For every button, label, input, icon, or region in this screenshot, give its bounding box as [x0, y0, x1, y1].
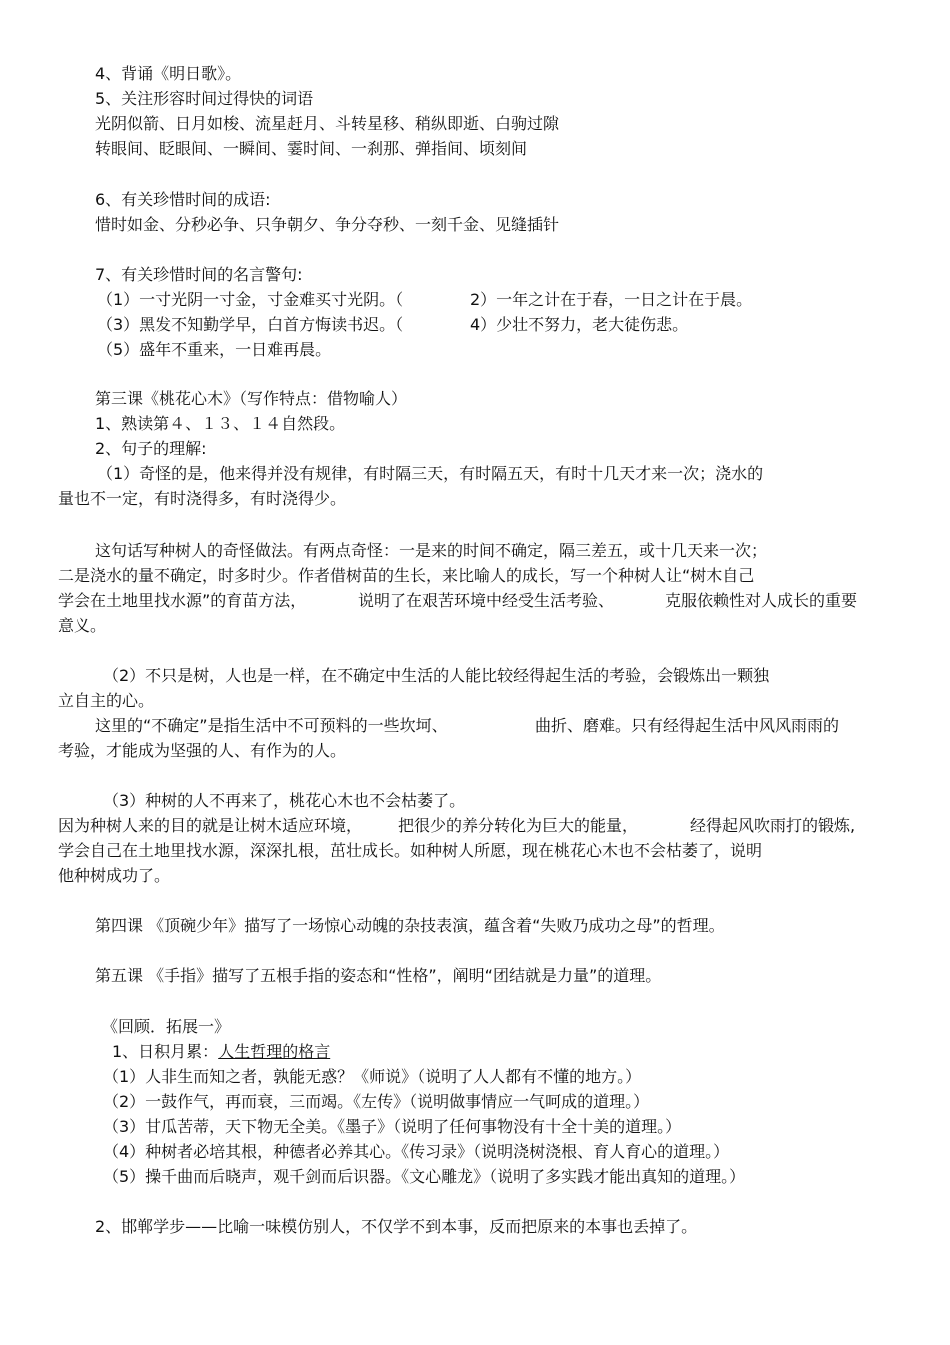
explanation-1-line-3c: 克服依赖性对人成长的重要: [665, 591, 858, 610]
item-6-line-1: 惜时如金、分秒必争、只争朝夕、争分夺秒、一刻千金、见缝插针: [95, 215, 560, 234]
item-5-line-2: 转眼间、眨眼间、一瞬间、霎时间、一刹那、弹指间、顷刻间: [95, 139, 528, 158]
maxim-1: （1）人非生而知之者，孰能无惑？《师说》（说明了人人都有不懂的地方。）: [103, 1067, 642, 1086]
review-title: 《回顾．拓展一》: [102, 1017, 231, 1036]
sentence-3-line-1: （3）种树的人不再来了，桃花心木也不会枯萎了。: [103, 791, 466, 810]
item-7-title: 7、有关珍惜时间的名言警句:: [95, 265, 303, 284]
explanation-2-line-1a: 这里的“不确定”是指生活中不可预料的一些坎坷、: [95, 716, 448, 735]
review-item-1-topic: 人生哲理的格言: [218, 1042, 331, 1061]
item-4: 4、背诵《明日歌》。: [95, 64, 242, 83]
explanation-1-line-3b: 说明了在艰苦环境中经受生活考验、: [358, 591, 615, 610]
explanation-1-line-2: 二是浇水的量不确定，时多时少。作者借树苗的生长，来比喻人的成长，写一个种树人让“树木自己: [58, 566, 755, 585]
lesson-5: 第五课 《手指》描写了五根手指的姿态和“性格”，阐明“团结就是力量”的道理。: [95, 966, 662, 985]
explanation-3-line-2: 学会自己在土地里找水源，深深扎根，茁壮成长。如种树人所愿，现在桃花心木也不会枯萎了，说明: [58, 841, 763, 860]
quote-1: （1）一寸光阴一寸金，寸金难买寸光阴。（: [97, 290, 404, 309]
item-6-title: 6、有关珍惜时间的成语:: [95, 190, 271, 209]
review-item-1: [112, 1039, 330, 1064]
maxim-4: （4）种树者必培其根，种德者必养其心。《传习录》（说明浇树浇根、育人育心的道理。）: [103, 1142, 730, 1161]
sentence-2-line-2: 立自主的心。: [58, 691, 155, 710]
maxim-5: （5）操千曲而后晓声，观千剑而后识器。《文心雕龙》（说明了多实践才能出真知的道理。）: [103, 1167, 746, 1186]
explanation-1-line-3a: 学会在土地里找水源”的育苗方法，: [58, 591, 307, 610]
sentence-2-line-1: （2）不只是树，人也是一样，在不确定中生活的人能比较经得起生活的考验，会锻炼出一颗独: [103, 666, 770, 685]
explanation-1-line-1: 这句话写种树人的奇怪做法。有两点奇怪：一是来的时间不确定，隔三差五，或十几天来一次；: [95, 541, 768, 560]
item-5-line-1: 光阴似箭、日月如梭、流星赶月、斗转星移、稍纵即逝、白驹过隙: [95, 114, 560, 133]
quote-3: （3）黑发不知勤学早，白首方悔读书迟。（: [97, 315, 404, 334]
maxim-2: （2）一鼓作气，再而衰，三而竭。《左传》（说明做事情应一气呵成的道理。）: [103, 1092, 650, 1111]
quote-4: 4）少壮不努力，老大徒伤悲。: [470, 315, 689, 334]
explanation-2-line-2: 考验，才能成为坚强的人、有作为的人。: [58, 741, 347, 760]
sentence-1-line-1: （1）奇怪的是，他来得并没有规律，有时隔三天，有时隔五天，有时十几天才来一次；浇水的: [97, 464, 764, 483]
lesson-3-item-1: 1、熟读第４、１３、１４自然段。: [95, 414, 346, 433]
quote-2: 2）一年之计在于春，一日之计在于晨。: [470, 290, 753, 309]
explanation-2-line-1b: 曲折、磨难。只有经得起生活中风风雨雨的: [535, 716, 840, 735]
review-item-2: 2、邯郸学步——比喻一味模仿别人，不仅学不到本事，反而把原来的本事也丢掉了。: [95, 1217, 698, 1236]
explanation-3-line-1a: 因为种树人来的目的就是让树木适应环境，: [58, 816, 363, 835]
explanation-3-line-3: 他种树成功了。: [58, 866, 171, 885]
quote-5: （5）盛年不重来，一日难再晨。: [97, 340, 332, 359]
review-item-1-prefix: 1、日积月累：: [112, 1042, 219, 1061]
maxim-3: （3）甘瓜苦蒂，天下物无全美。《墨子》（说明了任何事物没有十全十美的道理。）: [103, 1117, 682, 1136]
lesson-4: 第四课 《顶碗少年》描写了一场惊心动魄的杂技表演，蕴含着“失败乃成功之母”的哲理。: [95, 916, 725, 935]
lesson-3-title: 第三课《桃花心木》（写作特点：借物喻人）: [95, 389, 408, 408]
explanation-3-line-1c: 经得起风吹雨打的锻炼,: [690, 816, 856, 835]
lesson-3-item-2: 2、句子的理解:: [95, 439, 207, 458]
explanation-3-line-1b: 把很少的养分转化为巨大的能量，: [398, 816, 639, 835]
item-5-title: 5、关注形容时间过得快的词语: [95, 89, 314, 108]
sentence-1-line-2: 量也不一定，有时浇得多，有时浇得少。: [58, 489, 347, 508]
explanation-1-line-4: 意义。: [58, 616, 107, 635]
